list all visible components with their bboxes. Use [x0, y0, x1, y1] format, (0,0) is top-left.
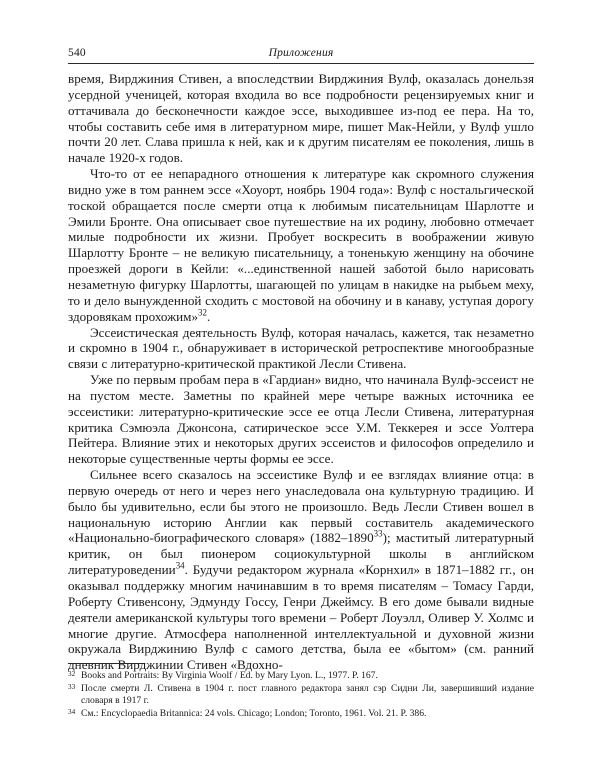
page-number: 540: [68, 47, 86, 59]
running-head: [68, 46, 534, 64]
paragraph-5-tail: . Будучи редактором журнала «Корнхил» в 1871–1882 гг., он оказывал поддержку многим начинавшим в то время писателям – Томасу Гарди, Роберту Стивенсону, Эдмунду Госсу, Генри Джеймсу. В его доме бывали видные деятели американской культуры того времени – Роберт Лоуэлл, Оливер У. Холмс и многие другие. Атмосфера наполненной интеллектуальной и духовной жизни окружала Вирджинию Вулф с самого детства, была ее «бытом» (см. ранний дневник Вирджинии Стивен «Вдохно-: [68, 562, 534, 673]
paragraph-4: [68, 372, 534, 467]
footnote-separator-rule: [68, 663, 144, 664]
footnote-33-number: 33: [68, 683, 76, 692]
footnote-ref-32[interactable]: 32: [198, 307, 207, 318]
footnote-32-text: Books and Portraits: By Virginia Woolf / Ed. by Mary Lyon. L., 1977. P. 167.: [81, 670, 378, 681]
paragraph-2-text: Что-то от ее непарадного отношения к литературе как скромного служения видно уже в том раннем эссе «Хоуорт, ноябрь 1904 года»: Вулф с ностальгической тоской обращается после смерти отца к любимым писательницам Шарлотте и Эмили Бронте. Она описывает свое путешествие на их родину, любовно отмечает милые подробности их жизни. Пробует воскресить в воображении живую Шарлотту Бронте – не великую писательницу, а тоненькую женщину на обочине проезжей дороги в Кейли: «...единственной нашей заботой было нарисовать незаметную фигурку Шарлотты, шагающей по улицам в накидке на рыбьем меху, то и дело вынужденной сходить с мостовой на обочину и в канаву, уступая дорогу здоровякам прохожим»: [68, 166, 534, 324]
footnote-34: [68, 708, 534, 720]
paragraph-5: [68, 467, 534, 673]
paragraph-1-text: время, Вирджиния Стивен, а впоследствии Вирджиния Вулф, оказалась донельзя усердной ученицей, которая входила во все подробности рецензируемых книг и оттачивала до бесконечности каждое эссе, выходившее из-под ее пера. На то, чтобы составить себе имя в литературном мире, пишет Мак-Нейли, у Вулф ушло почти 20 лет. Слава пришла к ней, как и к другим писателям ее поколения, лишь в начале 1920-х годов.: [68, 71, 534, 166]
footnote-ref-33[interactable]: 33: [373, 529, 383, 540]
paragraph-4-text: Уже по первым пробам пера в «Гардиан» видно, что начинала Вулф-эссеист не на пустом месте. Заметны по крайней мере четыре важных источника ее эссеистики: литературно-критические эссе ее отца Лесли Стивена, литературная критика Сэмюэла Джонсона, сатирическое эссе У.М. Теккерея и эссе Уолтера Пейтера. Влияние этих и некоторых других эссеистов и философов определило и некоторые существенные черты формы ее эссе.: [68, 372, 534, 467]
footnote-32-number: 32: [68, 670, 76, 678]
body-text: [68, 71, 534, 673]
footnote-block: [68, 663, 534, 721]
running-head-rule: [68, 63, 534, 64]
footnote-32: [68, 670, 534, 682]
paragraph-5-mid: ); маститый литературный критик, он был пионером социокультурной школы в английском литературоведении: [68, 530, 534, 578]
page-content: [68, 46, 534, 673]
paragraph-5-lead: Сильнее всего сказалось на эссеистике Вулф и ее взглядах влияние отца: в первую очередь от него и через него унаследовала она культурную традицию. И было бы удивительно, если бы этого не произошло. Ведь Лесли Стивен вошел в национальную историю Англии как первый составитель академического «Национально-биографического словаря» (1882–1890: [68, 467, 534, 546]
footnote-ref-34[interactable]: 34: [175, 560, 185, 571]
footnote-34-text: См.: Encyclopaedia Britannica: 24 vols. Chicago; London; Toronto, 1961. Vol. 21. P. 386.: [81, 708, 427, 720]
paragraph-1: [68, 71, 534, 166]
footnote-33-text: После смерти Л. Стивена в 1904 г. пост главного редактора занял сэр Сидни Ли, завершивший издание словаря в 1917 г.: [81, 683, 534, 707]
paragraph-3-text: Эссеистическая деятельность Вулф, которая началась, кажется, так незаметно и скромно в 1904 г., обнаруживает в исторической ретроспективе многообразные связи с литературно-критической практикой Лесли Стивена.: [68, 324, 534, 372]
paragraph-3: [68, 325, 534, 373]
paragraph-2-tail: .: [206, 308, 211, 324]
footnote-34-number: 34: [68, 708, 76, 717]
footnote-33: [68, 683, 534, 707]
paragraph-2: [68, 166, 534, 324]
running-title: Приложения: [268, 47, 334, 59]
